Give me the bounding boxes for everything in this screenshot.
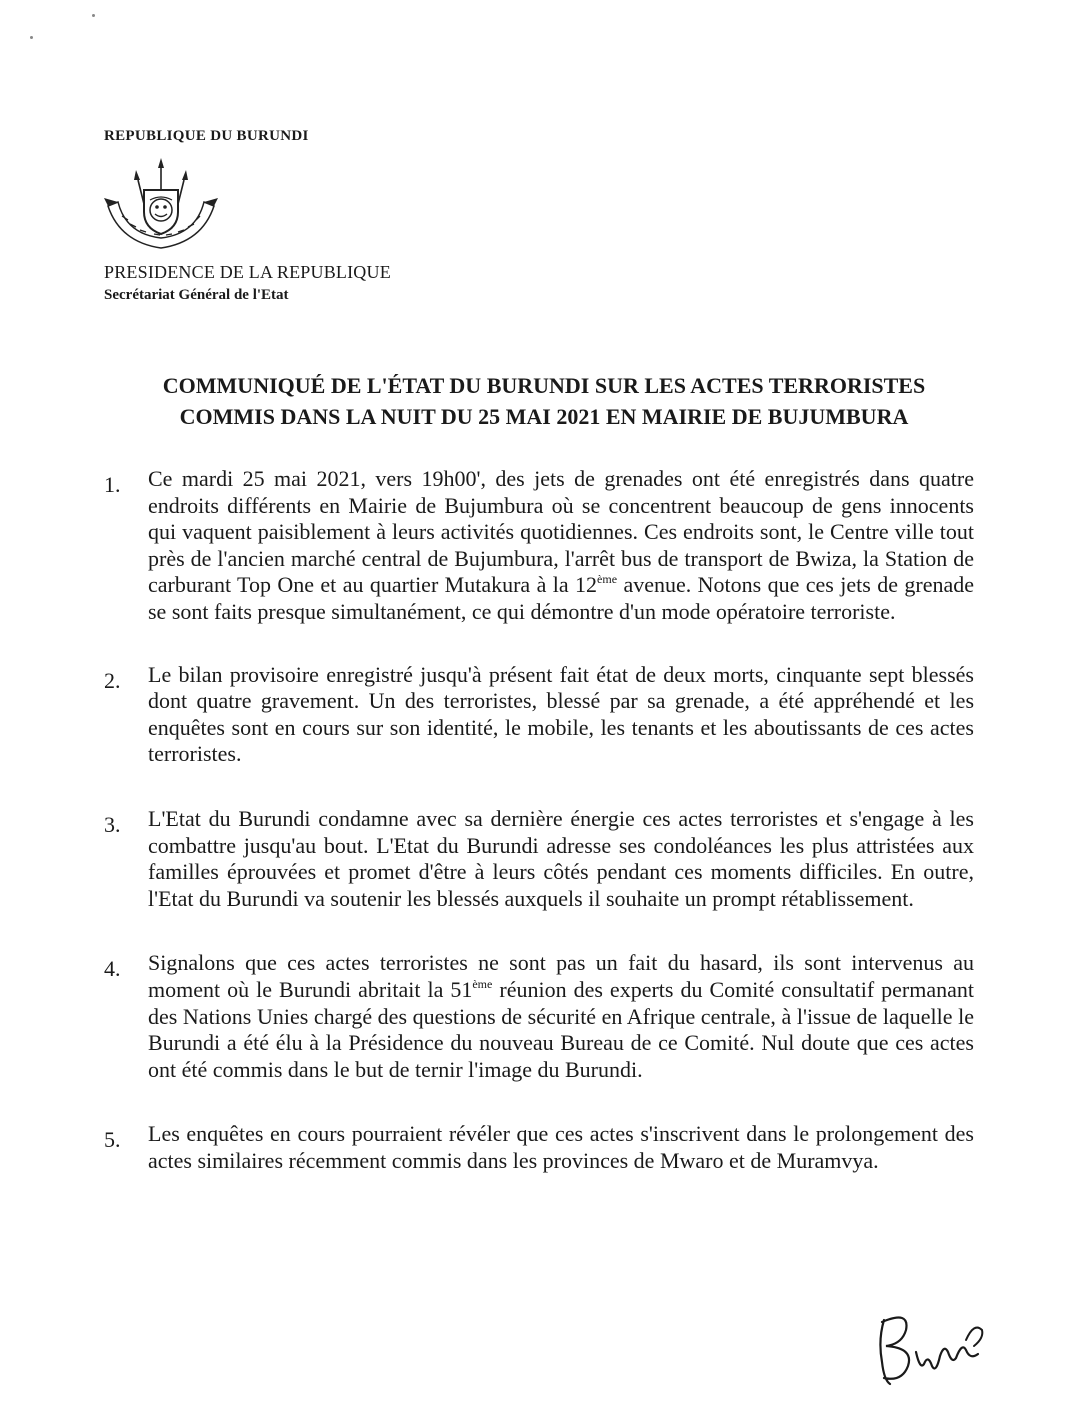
communique-title — [100, 370, 988, 432]
paragraph-item — [104, 662, 974, 768]
paragraph-text: Les enquêtes en cours pourraient révéler que ces actes s'inscrivent dans le prolongement des actes similaires récemment commis dans les provinces de Mwaro et de Muramvya. — [148, 1121, 974, 1173]
paragraph-text: Le bilan provisoire enregistré jusqu'à présent fait état de deux morts, cinquante sept blessés dont quatre gravement. Un des terroristes, blessé par sa grenade, a été appréhendé et les enquêtes sont en cours sur son identité, le mobile, les tenants et les aboutissants de ces actes terroristes. — [148, 661, 974, 767]
paragraph-item — [104, 466, 974, 626]
paragraph-text-part: avenue. Notons que ces jets de grenade se sont faits presque simultanément, ce qui démontre d'un mode opératoire terroriste. — [148, 572, 974, 624]
paragraph-item — [104, 950, 974, 1083]
paragraph-item — [104, 1121, 974, 1174]
paragraph-text — [148, 950, 974, 1083]
paragraph-item — [104, 806, 974, 912]
paragraph-text: L'Etat du Burundi condamne avec sa dernière énergie ces actes terroristes et s'engage à les combattre jusqu'au bout. L'Etat du Burundi adresse ses condoléances les plus attristées aux familles éprouvées et promet d'être à leurs côtés pendant ces moments difficiles. En outre, l'Etat du Burundi va soutenir les blessés auxquels il souhaite un prompt rétablissement. — [148, 805, 974, 911]
paragraph-number: 2. — [104, 667, 121, 693]
numbered-paragraphs — [104, 466, 974, 1174]
title-line-1: COMMUNIQUÉ DE L'ÉTAT DU BURUNDI SUR LES ACTES TERRORISTES — [162, 373, 926, 398]
ordinal-superscript: ème — [472, 976, 493, 991]
paragraph-number: 1. — [104, 472, 121, 497]
paragraph-text-part: Ce mardi 25 mai 2021, vers 19h00', des jets de grenades ont été enregistrés dans quatre endroits différents en Mairie de Bujumbura où se concentrent beaucoup de gens innocents qui vaquent paisiblement à leurs activités quotidiennes. Ces endroits sont, le Centre ville tout près de l'ancien marché central de Bujumbura, l'arrêt bus de transport de Bwiza, la Station de carburant Top One et au quartier Mutakura à la 12 — [148, 466, 974, 598]
country-name: REPUBLIQUE DU BURUNDI — [104, 128, 309, 144]
ordinal-superscript: ème — [597, 572, 618, 587]
coat-of-arms-emblem — [100, 158, 222, 258]
paragraph-number: 3. — [104, 811, 121, 837]
title-line-2: COMMIS DANS LA NUIT DU 25 MAI 2021 EN MAIRIE DE BUJUMBURA — [179, 404, 909, 429]
scan-speck — [30, 36, 33, 39]
handwritten-signature — [870, 1300, 990, 1390]
paragraph-number: 4. — [104, 956, 121, 982]
paragraph-text-part: Signalons que ces actes terroristes ne sont pas un fait du hasard, ils sont intervenus au moment où le Burundi abritait la 51 — [148, 950, 974, 1002]
paragraph-text — [148, 466, 974, 626]
presidency-heading: PRESIDENCE DE LA REPUBLIQUE — [104, 262, 391, 282]
paragraph-number: 5. — [104, 1127, 121, 1153]
paragraph-text-part: réunion des experts du Comité consultatif permanant des Nations Unies chargé des questions de sécurité en Afrique centrale, à l'issue de laquelle le Burundi a été élu à la Présidence du nouveau Bureau de ce Comité. Nul doute que ces actes ont été commis dans le but de ternir l'image du Burundi. — [148, 976, 974, 1082]
scan-speck — [92, 14, 95, 17]
secretariat-heading: Secrétariat Général de l'Etat — [104, 287, 289, 303]
